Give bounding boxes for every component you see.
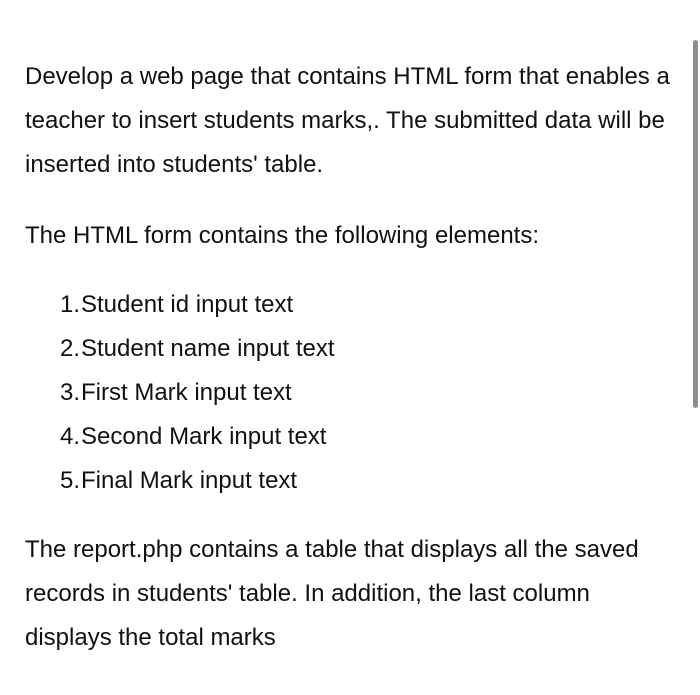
elements-heading-paragraph: The HTML form contains the following elements: [25,222,539,249]
list-item-text: Second Mark input text [81,423,327,450]
list-item [25,459,675,503]
document-body [25,55,675,660]
list-item-number: 1. [59,291,80,318]
list-item-number: 2. [59,335,80,362]
list-item-number: 5. [59,467,80,494]
list-item [25,415,675,459]
scrollbar-thumb[interactable] [693,40,698,408]
report-paragraph: The report.php contains a table that displays all the saved records in students' table. In addition, the last column displays the total marks [25,536,639,651]
list-item [25,327,675,371]
intro-paragraph: Develop a web page that contains HTML form that enables a teacher to insert students marks,. The submitted data will be inserted into students' table. [25,63,670,178]
list-item-text: Student id input text [81,291,294,318]
list-item-text: First Mark input text [81,379,292,406]
list-item-number: 4. [59,423,80,450]
form-elements-list [25,283,675,503]
list-item-text: Final Mark input text [81,467,298,494]
list-item-number: 3. [59,379,80,406]
list-item [25,371,675,415]
vertical-scrollbar[interactable] [694,0,700,695]
list-item [25,283,675,327]
list-item-text: Student name input text [81,335,335,362]
